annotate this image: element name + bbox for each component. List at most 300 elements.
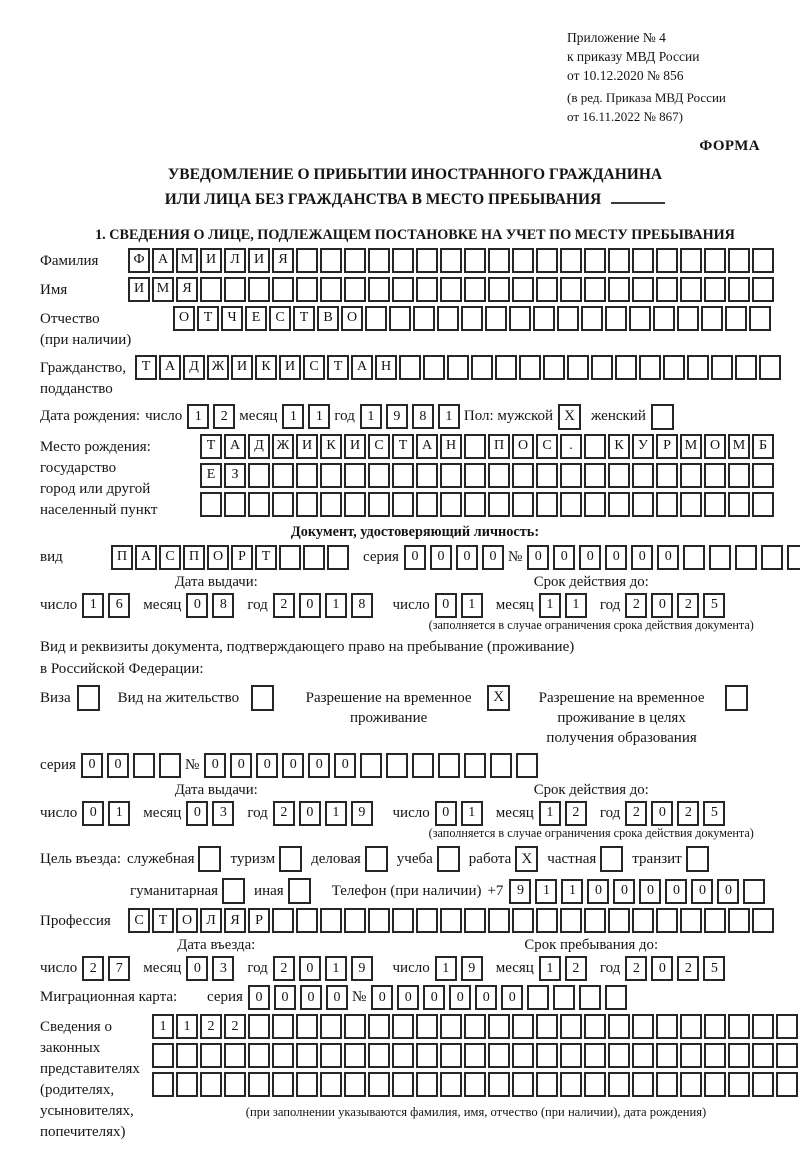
purpose-transit-checkbox[interactable]: [686, 846, 709, 872]
char-cell[interactable]: 1: [360, 404, 382, 429]
char-cell[interactable]: 0: [397, 985, 419, 1010]
sex-male-checkbox[interactable]: X: [558, 404, 581, 430]
char-cell[interactable]: [608, 1072, 630, 1097]
residence-permit-checkbox[interactable]: [251, 685, 274, 711]
char-cell[interactable]: [272, 1043, 294, 1068]
char-cell[interactable]: 0: [300, 985, 322, 1010]
char-cell[interactable]: 2: [625, 593, 647, 618]
char-cell[interactable]: [512, 1043, 534, 1068]
char-cell[interactable]: 0: [435, 801, 457, 826]
char-cell[interactable]: [752, 1072, 774, 1097]
char-cell[interactable]: Ж: [207, 355, 229, 380]
char-cell[interactable]: Т: [293, 306, 315, 331]
char-cell[interactable]: 0: [299, 956, 321, 981]
char-cell[interactable]: [759, 355, 781, 380]
char-cell[interactable]: [560, 463, 582, 488]
char-cell[interactable]: Л: [200, 908, 222, 933]
char-cell[interactable]: 1: [325, 801, 347, 826]
char-cell[interactable]: [632, 492, 654, 517]
char-cell[interactable]: [464, 463, 486, 488]
char-cell[interactable]: [584, 248, 606, 273]
char-cell[interactable]: Ч: [221, 306, 243, 331]
char-cell[interactable]: 8: [212, 593, 234, 618]
char-cell[interactable]: [368, 492, 390, 517]
char-cell[interactable]: [152, 1043, 174, 1068]
char-cell[interactable]: [320, 1014, 342, 1039]
char-cell[interactable]: Ж: [272, 434, 294, 459]
char-cell[interactable]: [490, 753, 512, 778]
char-cell[interactable]: [560, 1014, 582, 1039]
char-cell[interactable]: [416, 1072, 438, 1097]
char-cell[interactable]: [296, 248, 318, 273]
char-cell[interactable]: [464, 492, 486, 517]
char-cell[interactable]: О: [704, 434, 726, 459]
char-cell[interactable]: [519, 355, 541, 380]
char-cell[interactable]: 0: [299, 801, 321, 826]
char-cell[interactable]: А: [224, 434, 246, 459]
char-cell[interactable]: 0: [651, 593, 673, 618]
char-cell[interactable]: [735, 355, 757, 380]
char-cell[interactable]: [296, 908, 318, 933]
char-cell[interactable]: [464, 1043, 486, 1068]
char-cell[interactable]: [711, 355, 733, 380]
char-cell[interactable]: 0: [501, 985, 523, 1010]
char-cell[interactable]: [584, 1014, 606, 1039]
char-cell[interactable]: [272, 277, 294, 302]
char-cell[interactable]: Е: [200, 463, 222, 488]
char-cell[interactable]: [776, 1043, 798, 1068]
char-cell[interactable]: [399, 355, 421, 380]
char-cell[interactable]: [416, 1014, 438, 1039]
char-cell[interactable]: [509, 306, 531, 331]
char-cell[interactable]: 0: [631, 545, 653, 570]
char-cell[interactable]: 6: [108, 593, 130, 618]
char-cell[interactable]: [152, 1072, 174, 1097]
char-cell[interactable]: Т: [255, 545, 277, 570]
char-cell[interactable]: [488, 277, 510, 302]
char-cell[interactable]: 0: [186, 801, 208, 826]
char-cell[interactable]: С: [159, 545, 181, 570]
char-cell[interactable]: [591, 355, 613, 380]
char-cell[interactable]: [344, 492, 366, 517]
char-cell[interactable]: [752, 248, 774, 273]
char-cell[interactable]: 3: [212, 956, 234, 981]
char-cell[interactable]: [416, 908, 438, 933]
char-cell[interactable]: [200, 1072, 222, 1097]
char-cell[interactable]: 0: [639, 879, 661, 904]
char-cell[interactable]: [200, 1043, 222, 1068]
char-cell[interactable]: [440, 1014, 462, 1039]
char-cell[interactable]: [656, 1014, 678, 1039]
char-cell[interactable]: [701, 306, 723, 331]
char-cell[interactable]: [488, 492, 510, 517]
char-cell[interactable]: 5: [703, 593, 725, 618]
char-cell[interactable]: 0: [651, 956, 673, 981]
char-cell[interactable]: П: [111, 545, 133, 570]
char-cell[interactable]: [389, 306, 411, 331]
char-cell[interactable]: [320, 277, 342, 302]
char-cell[interactable]: [495, 355, 517, 380]
char-cell[interactable]: [584, 1043, 606, 1068]
char-cell[interactable]: 9: [461, 956, 483, 981]
char-cell[interactable]: [683, 545, 705, 570]
char-cell[interactable]: [512, 492, 534, 517]
char-cell[interactable]: [488, 1072, 510, 1097]
char-cell[interactable]: [680, 1043, 702, 1068]
char-cell[interactable]: Т: [200, 434, 222, 459]
char-cell[interactable]: [632, 277, 654, 302]
char-cell[interactable]: 2: [213, 404, 235, 429]
char-cell[interactable]: [536, 248, 558, 273]
char-cell[interactable]: [656, 1072, 678, 1097]
char-cell[interactable]: [413, 306, 435, 331]
char-cell[interactable]: Р: [656, 434, 678, 459]
char-cell[interactable]: 5: [703, 801, 725, 826]
char-cell[interactable]: 1: [325, 593, 347, 618]
char-cell[interactable]: 0: [82, 801, 104, 826]
purpose-private-checkbox[interactable]: [600, 846, 623, 872]
char-cell[interactable]: Я: [224, 908, 246, 933]
char-cell[interactable]: 2: [273, 593, 295, 618]
char-cell[interactable]: [248, 463, 270, 488]
char-cell[interactable]: [272, 463, 294, 488]
char-cell[interactable]: 5: [703, 956, 725, 981]
char-cell[interactable]: [680, 463, 702, 488]
purpose-work-checkbox[interactable]: X: [515, 846, 538, 872]
char-cell[interactable]: В: [317, 306, 339, 331]
char-cell[interactable]: [440, 463, 462, 488]
char-cell[interactable]: [296, 1072, 318, 1097]
char-cell[interactable]: [344, 277, 366, 302]
char-cell[interactable]: 0: [691, 879, 713, 904]
char-cell[interactable]: [704, 277, 726, 302]
char-cell[interactable]: М: [176, 248, 198, 273]
char-cell[interactable]: 0: [587, 879, 609, 904]
char-cell[interactable]: [560, 908, 582, 933]
char-cell[interactable]: Д: [183, 355, 205, 380]
char-cell[interactable]: 0: [204, 753, 226, 778]
char-cell[interactable]: С: [128, 908, 150, 933]
char-cell[interactable]: 0: [456, 545, 478, 570]
char-cell[interactable]: 0: [482, 545, 504, 570]
char-cell[interactable]: [567, 355, 589, 380]
char-cell[interactable]: [392, 492, 414, 517]
char-cell[interactable]: [581, 306, 603, 331]
char-cell[interactable]: [735, 545, 757, 570]
char-cell[interactable]: [224, 1043, 246, 1068]
char-cell[interactable]: Б: [752, 434, 774, 459]
char-cell[interactable]: 2: [565, 956, 587, 981]
char-cell[interactable]: [536, 1014, 558, 1039]
char-cell[interactable]: А: [159, 355, 181, 380]
char-cell[interactable]: [488, 1043, 510, 1068]
char-cell[interactable]: [416, 1043, 438, 1068]
char-cell[interactable]: [512, 277, 534, 302]
char-cell[interactable]: [368, 1043, 390, 1068]
char-cell[interactable]: [728, 1014, 750, 1039]
char-cell[interactable]: [704, 1014, 726, 1039]
char-cell[interactable]: [344, 1072, 366, 1097]
char-cell[interactable]: 0: [256, 753, 278, 778]
char-cell[interactable]: О: [341, 306, 363, 331]
char-cell[interactable]: И: [128, 277, 150, 302]
char-cell[interactable]: [392, 1043, 414, 1068]
char-cell[interactable]: [761, 545, 783, 570]
char-cell[interactable]: [543, 355, 565, 380]
char-cell[interactable]: 1: [539, 956, 561, 981]
char-cell[interactable]: Т: [152, 908, 174, 933]
char-cell[interactable]: [248, 492, 270, 517]
char-cell[interactable]: [608, 248, 630, 273]
char-cell[interactable]: [536, 1072, 558, 1097]
char-cell[interactable]: 1: [176, 1014, 198, 1039]
char-cell[interactable]: [327, 545, 349, 570]
char-cell[interactable]: 2: [625, 801, 647, 826]
char-cell[interactable]: [392, 463, 414, 488]
char-cell[interactable]: 2: [677, 956, 699, 981]
char-cell[interactable]: Е: [245, 306, 267, 331]
char-cell[interactable]: [584, 908, 606, 933]
char-cell[interactable]: [488, 248, 510, 273]
char-cell[interactable]: Т: [327, 355, 349, 380]
char-cell[interactable]: [224, 277, 246, 302]
char-cell[interactable]: 0: [651, 801, 673, 826]
char-cell[interactable]: [584, 434, 606, 459]
char-cell[interactable]: [533, 306, 555, 331]
char-cell[interactable]: Н: [440, 434, 462, 459]
char-cell[interactable]: И: [231, 355, 253, 380]
char-cell[interactable]: [248, 1072, 270, 1097]
char-cell[interactable]: [344, 908, 366, 933]
char-cell[interactable]: [437, 306, 459, 331]
char-cell[interactable]: С: [368, 434, 390, 459]
char-cell[interactable]: 0: [230, 753, 252, 778]
char-cell[interactable]: [725, 306, 747, 331]
char-cell[interactable]: [159, 753, 181, 778]
char-cell[interactable]: [728, 463, 750, 488]
char-cell[interactable]: [728, 908, 750, 933]
char-cell[interactable]: 1: [561, 879, 583, 904]
char-cell[interactable]: К: [608, 434, 630, 459]
char-cell[interactable]: [728, 492, 750, 517]
char-cell[interactable]: З: [224, 463, 246, 488]
char-cell[interactable]: [440, 248, 462, 273]
char-cell[interactable]: [512, 1014, 534, 1039]
char-cell[interactable]: [248, 1014, 270, 1039]
char-cell[interactable]: [632, 463, 654, 488]
char-cell[interactable]: Р: [248, 908, 270, 933]
char-cell[interactable]: [615, 355, 637, 380]
char-cell[interactable]: [272, 492, 294, 517]
char-cell[interactable]: [677, 306, 699, 331]
char-cell[interactable]: [512, 463, 534, 488]
char-cell[interactable]: [464, 908, 486, 933]
char-cell[interactable]: И: [344, 434, 366, 459]
char-cell[interactable]: [728, 248, 750, 273]
char-cell[interactable]: [464, 1072, 486, 1097]
char-cell[interactable]: 1: [461, 593, 483, 618]
char-cell[interactable]: 2: [677, 593, 699, 618]
char-cell[interactable]: [392, 248, 414, 273]
char-cell[interactable]: 1: [82, 593, 104, 618]
char-cell[interactable]: [680, 1014, 702, 1039]
char-cell[interactable]: [728, 277, 750, 302]
char-cell[interactable]: 1: [325, 956, 347, 981]
char-cell[interactable]: [560, 248, 582, 273]
char-cell[interactable]: [344, 1043, 366, 1068]
char-cell[interactable]: 0: [527, 545, 549, 570]
char-cell[interactable]: [272, 908, 294, 933]
char-cell[interactable]: [447, 355, 469, 380]
char-cell[interactable]: [608, 463, 630, 488]
char-cell[interactable]: Я: [176, 277, 198, 302]
char-cell[interactable]: [485, 306, 507, 331]
purpose-humanitarian-checkbox[interactable]: [222, 878, 245, 904]
char-cell[interactable]: Д: [248, 434, 270, 459]
char-cell[interactable]: 0: [717, 879, 739, 904]
char-cell[interactable]: 0: [430, 545, 452, 570]
char-cell[interactable]: 1: [187, 404, 209, 429]
char-cell[interactable]: [416, 492, 438, 517]
char-cell[interactable]: [656, 908, 678, 933]
char-cell[interactable]: [629, 306, 651, 331]
char-cell[interactable]: 1: [539, 801, 561, 826]
char-cell[interactable]: [464, 753, 486, 778]
char-cell[interactable]: 9: [386, 404, 408, 429]
char-cell[interactable]: 0: [665, 879, 687, 904]
char-cell[interactable]: [440, 1043, 462, 1068]
char-cell[interactable]: [360, 753, 382, 778]
char-cell[interactable]: 9: [351, 801, 373, 826]
char-cell[interactable]: [440, 277, 462, 302]
char-cell[interactable]: 2: [200, 1014, 222, 1039]
char-cell[interactable]: [320, 1043, 342, 1068]
char-cell[interactable]: 2: [224, 1014, 246, 1039]
char-cell[interactable]: 7: [108, 956, 130, 981]
char-cell[interactable]: [279, 545, 301, 570]
char-cell[interactable]: 8: [351, 593, 373, 618]
char-cell[interactable]: 0: [282, 753, 304, 778]
char-cell[interactable]: [656, 277, 678, 302]
char-cell[interactable]: 2: [82, 956, 104, 981]
char-cell[interactable]: И: [296, 434, 318, 459]
char-cell[interactable]: [536, 277, 558, 302]
char-cell[interactable]: 0: [107, 753, 129, 778]
char-cell[interactable]: 2: [565, 801, 587, 826]
char-cell[interactable]: [386, 753, 408, 778]
char-cell[interactable]: 9: [509, 879, 531, 904]
char-cell[interactable]: [416, 248, 438, 273]
char-cell[interactable]: 0: [186, 593, 208, 618]
char-cell[interactable]: [512, 908, 534, 933]
char-cell[interactable]: 1: [535, 879, 557, 904]
char-cell[interactable]: [512, 248, 534, 273]
char-cell[interactable]: И: [248, 248, 270, 273]
char-cell[interactable]: [608, 1014, 630, 1039]
char-cell[interactable]: [560, 1072, 582, 1097]
char-cell[interactable]: [224, 492, 246, 517]
char-cell[interactable]: П: [183, 545, 205, 570]
purpose-study-checkbox[interactable]: [437, 846, 460, 872]
char-cell[interactable]: [560, 1043, 582, 1068]
char-cell[interactable]: [133, 753, 155, 778]
char-cell[interactable]: 1: [308, 404, 330, 429]
purpose-other-checkbox[interactable]: [288, 878, 311, 904]
char-cell[interactable]: [536, 908, 558, 933]
char-cell[interactable]: [368, 248, 390, 273]
char-cell[interactable]: [656, 248, 678, 273]
char-cell[interactable]: [536, 1043, 558, 1068]
char-cell[interactable]: [704, 492, 726, 517]
title-blank-field[interactable]: [611, 190, 665, 204]
char-cell[interactable]: [200, 492, 222, 517]
char-cell[interactable]: П: [488, 434, 510, 459]
char-cell[interactable]: Н: [375, 355, 397, 380]
char-cell[interactable]: 0: [308, 753, 330, 778]
char-cell[interactable]: [639, 355, 661, 380]
char-cell[interactable]: [787, 545, 800, 570]
char-cell[interactable]: [704, 1072, 726, 1097]
char-cell[interactable]: Т: [197, 306, 219, 331]
temp-residence-checkbox[interactable]: X: [487, 685, 510, 711]
char-cell[interactable]: [743, 879, 765, 904]
char-cell[interactable]: [608, 1043, 630, 1068]
char-cell[interactable]: М: [152, 277, 174, 302]
char-cell[interactable]: К: [320, 434, 342, 459]
char-cell[interactable]: 0: [248, 985, 270, 1010]
char-cell[interactable]: [440, 1072, 462, 1097]
char-cell[interactable]: [320, 908, 342, 933]
char-cell[interactable]: О: [173, 306, 195, 331]
char-cell[interactable]: [176, 1043, 198, 1068]
visa-checkbox[interactable]: [77, 685, 100, 711]
char-cell[interactable]: [709, 545, 731, 570]
char-cell[interactable]: [656, 463, 678, 488]
char-cell[interactable]: [488, 908, 510, 933]
char-cell[interactable]: 0: [605, 545, 627, 570]
char-cell[interactable]: [344, 1014, 366, 1039]
purpose-tourism-checkbox[interactable]: [279, 846, 302, 872]
char-cell[interactable]: [440, 492, 462, 517]
char-cell[interactable]: 8: [412, 404, 434, 429]
char-cell[interactable]: 0: [404, 545, 426, 570]
char-cell[interactable]: [584, 492, 606, 517]
char-cell[interactable]: С: [303, 355, 325, 380]
char-cell[interactable]: [320, 463, 342, 488]
char-cell[interactable]: 1: [435, 956, 457, 981]
char-cell[interactable]: [344, 248, 366, 273]
char-cell[interactable]: Т: [392, 434, 414, 459]
char-cell[interactable]: [656, 1043, 678, 1068]
char-cell[interactable]: [272, 1014, 294, 1039]
char-cell[interactable]: [605, 306, 627, 331]
char-cell[interactable]: Л: [224, 248, 246, 273]
char-cell[interactable]: [560, 277, 582, 302]
char-cell[interactable]: [471, 355, 493, 380]
char-cell[interactable]: 1: [282, 404, 304, 429]
char-cell[interactable]: Ф: [128, 248, 150, 273]
char-cell[interactable]: [752, 277, 774, 302]
char-cell[interactable]: 0: [81, 753, 103, 778]
char-cell[interactable]: 1: [108, 801, 130, 826]
char-cell[interactable]: [303, 545, 325, 570]
char-cell[interactable]: [536, 492, 558, 517]
char-cell[interactable]: [488, 463, 510, 488]
char-cell[interactable]: [749, 306, 771, 331]
char-cell[interactable]: [296, 463, 318, 488]
char-cell[interactable]: [704, 248, 726, 273]
char-cell[interactable]: 1: [461, 801, 483, 826]
